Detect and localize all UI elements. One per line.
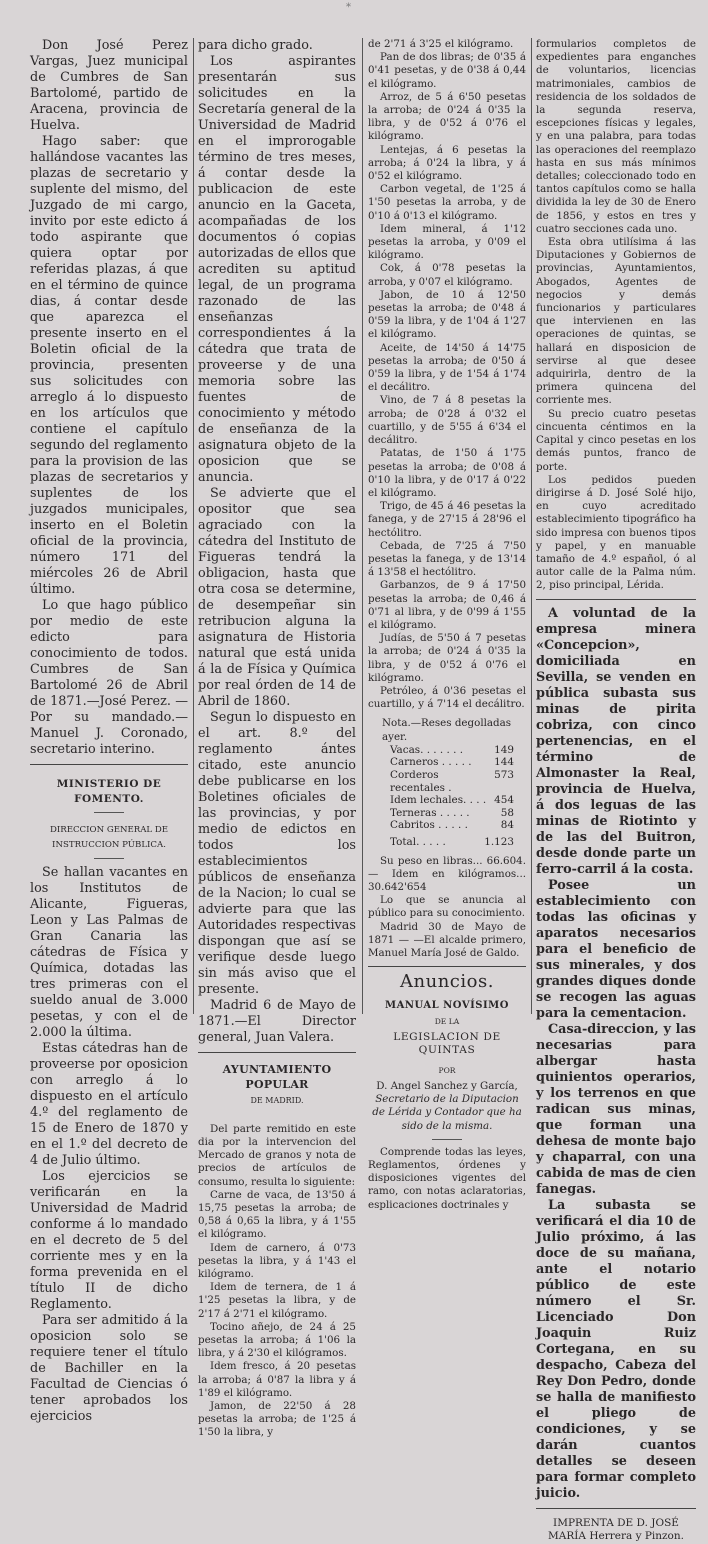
continuation-text: para dicho grado. [198, 38, 313, 53]
manual-orders: Los pedidos pueden dirigirse á D. José Solé hijo, en cuyo acreditado establecimiento tipográfico ha sido impresa con buenos tipos y papel, y en manuable tamaño de 4.º español, ó al autor calle de la Palma núm. 2, piso principal, Lérida. [536, 473, 696, 592]
requisitos-paragraph: Para ser admitido á la oposicion solo se requiere tener el título de Bachiller en la Facultad de Ciencias ó tener aprobados los ejercicios [30, 1313, 188, 1425]
price-item: Idem fresco, á 20 pesetas la arroba; á 0'87 la libra y á 1'89 el kilógramo. [198, 1360, 356, 1399]
ayuntamiento-heading: AYUNTAMIENTO POPULAR [222, 1063, 332, 1091]
nota-row-value: 454 [494, 794, 514, 807]
nota-row [368, 756, 526, 769]
column-rule-3 [531, 38, 532, 1014]
divider [198, 1052, 356, 1053]
manual-description: Comprende todas las leyes, Reglamentos, órdenes y disposiciones vigentes del ramo, con notas aclaratorias, esplicaciones doctrinales y [368, 1145, 526, 1211]
price-item: Jamon, de 22'50 á 28 pesetas la arroba; de 1'25 á 1'50 la libra, y [198, 1400, 356, 1439]
price-item: Garbanzos, de 9 á 17'50 pesetas la arroba; de 0,46 á 0'71 al libra, y de 0'99 á 1'55 el kilógramo. [368, 579, 526, 631]
alcalde-signature: Madrid 30 de Mayo de 1871 — —El alcalde primero, Manuel María José de Galdo. [368, 920, 526, 959]
column-rule-2 [362, 38, 363, 1014]
publicacion-paragraph: Segun lo dispuesto en el art. 8.º del reglamento ántes citado, este anuncio debe publicarse en los Boletines oficiales de las provincias, y por medio de edictos en todos los establecimientos públicos de enseñanza de la Nacion; lo cual se advierte para que las Autoridades respectivas dispongan que así se verifique desde luego sin más aviso que el presente. [198, 710, 356, 997]
aspirantes-paragraph: Los aspirantes presentarán sus solicitudes en la Secretaría general de la Universidad de Madrid en el improrogable término de tres meses, á contar desde la publicacion de este anuncio en la Gaceta, acompañadas de los documentos ó copias autorizadas de ellos que acrediten su aptitud legal, de un programa razonado de las enseñanzas correspondientes á la cátedra que trata de proveerse y de una memoria sobre las fuentes de conocimiento y método de enseñanza de la asignatura objeto de la oposicion que se anuncia. [198, 54, 356, 485]
manual-title: MANUAL NOVÍSIMO [385, 999, 509, 1011]
nota-row-value: 58 [500, 806, 514, 819]
price-item: Lentejas, á 6 pesetas la arroba; á 0'24 la libra, y á 0'52 el kilógramo. [368, 143, 526, 183]
top-mark: * [346, 2, 351, 13]
column-3 [368, 38, 526, 1211]
ministry-heading: MINISTERIO DE FOMENTO. [56, 778, 162, 805]
ejercicios-paragraph: Los ejercicios se verificarán en la Universidad de Madrid conforme á lo mandado en el decreto de 5 del corriente mes y en la forma prevenida en el título II de dicho Reglamento. [30, 1169, 188, 1313]
advertencia-paragraph: Se advierte que el opositor que sea agraciado con la cátedra del Instituto de Figueras tendrá la obligacion, hasta que otra cosa se determine, de desempeñar sin retribucion alguna la asignatura de Historia natural que está unida á la de Física y Química por real órden de 14 de Abril de 1860. [198, 486, 356, 709]
signature-paragraph: Madrid 6 de Mayo de 1871.—El Director general, Juan Valera. [198, 998, 356, 1045]
oposicion-paragraph: Estas cátedras han de proveerse por oposicion con arreglo á lo dispuesto en el artículo 4.º del reglamento de 15 de Enero de 1870 y en el 1.º del decreto de 4 de Julio último. [30, 1041, 188, 1169]
price-item: Cok, á 0'78 pesetas la arroba, y 0'07 el kilógramo. [368, 262, 526, 288]
edict-heading: Don José Perez Vargas, Juez municipal de Cumbres de San Bartolomé, partido de Aracena, provincia de Huelva. [30, 38, 188, 133]
nota-row [368, 819, 526, 832]
divider [368, 966, 526, 967]
price-item: Cebada, de 7'25 á 7'50 pesetas la fanega, y de 13'14 á 13'58 el hectólitro. [368, 539, 526, 579]
price-item: Trigo, de 45 á 46 pesetas la fanega, y de 27'15 á 28'96 el hectólitro. [368, 500, 526, 539]
nota-row-label: Idem lechales. . . . [390, 794, 487, 807]
mining-auction: La subasta se verificará el dia 10 de Julio próximo, á las doce de su mañana, ante el notario público de este número el Sr. Licenciado Don Joaquin Ruiz Cortegana, en su despacho, Cabeza del Rey Don Pedro, donde se halla de manifiesto el pliego de condiciones, y se darán cuantos detalles se deseen para formar completo juicio. [536, 1197, 696, 1501]
anuncio-paragraph: Lo que se anuncia al público para su conocimiento. [368, 894, 526, 920]
column-2 [198, 38, 356, 1439]
nota-row-label: Carneros . . . . . [390, 756, 472, 769]
manual-author: D. Angel Sanchez y García, [376, 1079, 518, 1092]
price-item: Petróleo, á 0'36 pesetas el cuartillo, y á 7'14 el decálitro. [368, 684, 526, 711]
price-item: Idem de carnero, á 0'73 pesetas la libra, y á 1'43 el kilógramo. [198, 1241, 356, 1281]
divider [30, 764, 188, 765]
column-4 [536, 38, 696, 1543]
peso-paragraph: Su peso en libras... 66.604.— Idem en kilógramos... 30.642'654 [368, 854, 526, 893]
mining-establishment: Posee un establecimiento con todas las oficinas y aparatos necesarios para el beneficio de sus minerales, y dos grandes diques donde se recogen las aguas para la cementacion. [536, 877, 696, 1021]
nota-row-label: Cabritos . . . . . [390, 819, 468, 832]
price-item: Jabon, de 10 á 12'50 pesetas la arroba; de 0'48 á 0'59 la libra, y de 1'04 á 1'27 el kilógramo. [368, 288, 526, 341]
price-item: Arroz, de 5 á 6'50 pesetas la arroba; de 0'24 á 0'35 la libra, y de 0'52 á 0'76 el kilógramo. [368, 90, 526, 143]
price-item: Carne de vaca, de 13'50 á 15,75 pesetas la arroba; de 0,58 á 0,65 la libra, y á 1'55 el kilógramo. [198, 1188, 356, 1241]
direccion-heading: DIRECCION GENERAL DE INSTRUCCION PÚBLICA. [49, 825, 169, 850]
manual-description-cont: formularios completos de expedientes para enganches de voluntarios, licencias matrimoniales, cambios de residencia de los soldados de la segunda reserva, escepciones físicas y legales, y en una palabra, para todas las operaciones del reemplazo hasta en sus más mínimos detalles; coleccionado todo en tantos capítulos como se halla dividida la ley de 30 de Enero de 1856, y estos en tres y cuatro secciones cada uno. [536, 38, 696, 235]
manual-de-la: DE LA [434, 1016, 460, 1026]
nota-row-value: 149 [494, 743, 514, 756]
divider [536, 1508, 696, 1509]
nota-row-label: Terneras . . . . . [390, 806, 470, 819]
price-item: de 2'71 á 3'25 el kilógramo. [368, 38, 514, 50]
price-item: Judías, de 5'50 á 7 pesetas la arroba; de 0'24 á 0'35 la libra, y de 0'52 á 0'76 el kilógramo. [368, 632, 526, 684]
price-item: Aceite, de 14'50 á 14'75 pesetas la arroba; de 0'50 á 0'59 la libra, y de 1'54 á 1'74 el decálitro. [368, 341, 526, 394]
nota-row-label: Corderos recentales . [390, 768, 452, 794]
price-item: Patatas, de 1'50 á 1'75 pesetas la arroba; de 0'08 á 0'10 la libra, y de 0'17 á 0'22 el kilógramo. [368, 447, 526, 499]
nota-total-value: 1.123 [484, 835, 514, 848]
nota-total-row [368, 836, 526, 849]
nota-row [368, 769, 526, 794]
divider-short [94, 812, 124, 813]
mining-announcement: A voluntad de la empresa minera «Concepcion», domiciliada en Sevilla, se venden en pública subasta sus minas de pirita cobriza, con cinco pertenencias, en el término de Almonaster la Real, provincia de Huelva, á dos leguas de las minas de Riotinto y de las del Buitron, desde donde parte un ferro-carril á la costa. [536, 605, 696, 877]
manual-author-title: Secretario de la Diputacion de Lérida y Contador que ha sido de la misma. [372, 1093, 522, 1132]
mining-direction: Casa-direccion, y las necesarias para albergar hasta quinientos operarios, y los terrenos en que radican sus minas, que forman una dehesa de monte bajo y chaparral, con una cabida de mas de cien fanegas. [536, 1021, 696, 1197]
nota-row-value: 84 [500, 819, 514, 832]
ayuntamiento-subheading: DE MADRID. [250, 1096, 304, 1106]
divider-short [94, 858, 124, 859]
nota-row-value: 573 [494, 768, 514, 781]
divider-short [432, 1139, 462, 1140]
anuncios-heading: Anuncios. [400, 971, 494, 993]
nota-title: Nota.—Reses degolladas ayer. [382, 717, 512, 743]
manual-por: POR [438, 1066, 456, 1076]
nota-table [368, 744, 526, 832]
price-intro: Del parte remitido en este dia por la intervencion del Mercado de granos y nota de precios de artículos de consumo, resulta lo siguiente: [198, 1122, 356, 1188]
column-1 [30, 38, 188, 1425]
price-item: Idem de ternera, de 1 á 1'25 pesetas la libra, y de 2'17 á 2'71 el kilógramo. [198, 1281, 356, 1320]
nota-total-label: Total. . . . . [390, 835, 446, 848]
manual-price: Su precio cuatro pesetas cincuenta céntimos en la Capital y cinco pesetas en los demás puntos, franco de porte. [536, 407, 696, 473]
imprint: IMPRENTA DE D. JOSÉ MARÍA Herrera y Pinzon. [548, 1516, 684, 1543]
manual-utility: Esta obra utilísima á las Diputaciones y Gobiernos de provincias, Ayuntamientos, Abogados, Agentes de negocios y demás funcionarios y particulares que intervienen en las operaciones de quintas, se hallará en disposicion de servirse al que desee adquirirla, dentro de la primera quincena del corriente mes. [536, 236, 696, 407]
manual-subtitle: LEGISLACION DE QUINTAS [393, 1030, 501, 1057]
nota-row [368, 744, 526, 757]
nota-row-value: 144 [494, 756, 514, 769]
nota-row [368, 794, 526, 807]
column-rule-1 [193, 38, 194, 1014]
price-item: Carbon vegetal, de 1'25 á 1'50 pesetas la arroba, y de 0'10 á 0'13 el kilógramo. [368, 183, 526, 222]
nota-row-label: Vacas. . . . . . . [390, 743, 464, 756]
nota-row [368, 807, 526, 820]
price-item: Vino, de 7 á 8 pesetas la arroba; de 0'28 á 0'32 el cuartillo, y de 5'55 á 6'34 el decálitro. [368, 394, 526, 447]
price-item: Pan de dos libras; de 0'35 á 0'41 pesetas, y de 0'38 á 0,44 el kilógramo. [368, 51, 526, 90]
divider [536, 599, 696, 600]
price-item: Tocino añejo, de 24 á 25 pesetas la arroba; á 1'06 la libra, y á 2'30 el kilógramos. [198, 1320, 356, 1360]
vacancy-paragraph: Se hallan vacantes en los Institutos de Alicante, Figueras, Leon y Las Palmas de Gran Canaria las cátedras de Física y Química, dotadas las tres primeras con el sueldo anual de 3.000 pesetas, y con el de 2.000 la última. [30, 865, 188, 1041]
edict-body: Hago saber: que hallándose vacantes las plazas de secretario y suplente del mismo, del Juzgado de mi cargo, invito por este edicto á todo aspirante que quiera optar por referidas plazas, á que en el término de quince dias, á contar desde que aparezca el presente inserto en el Boletin oficial de la provincia, presenten sus solicitudes con arreglo á lo dispuesto en los artículos que contiene el capítulo segundo del reglamento para la provision de las plazas de secretarios y suplentes de los juzgados municipales, inserto en el Boletin oficial de la provincia, número 171 del miércoles 26 de Abril último. [30, 134, 188, 597]
edict-closing: Lo que hago público por medio de este edicto para conocimiento de todos. Cumbres de San Bartolomé 26 de Abril de 1871.—José Perez. —Por su mandado.—Manuel J. Coronado, secretario interino. [30, 598, 188, 757]
price-item: Idem mineral, á 1'12 pesetas la arroba, y 0'09 el kilógramo. [368, 222, 526, 262]
